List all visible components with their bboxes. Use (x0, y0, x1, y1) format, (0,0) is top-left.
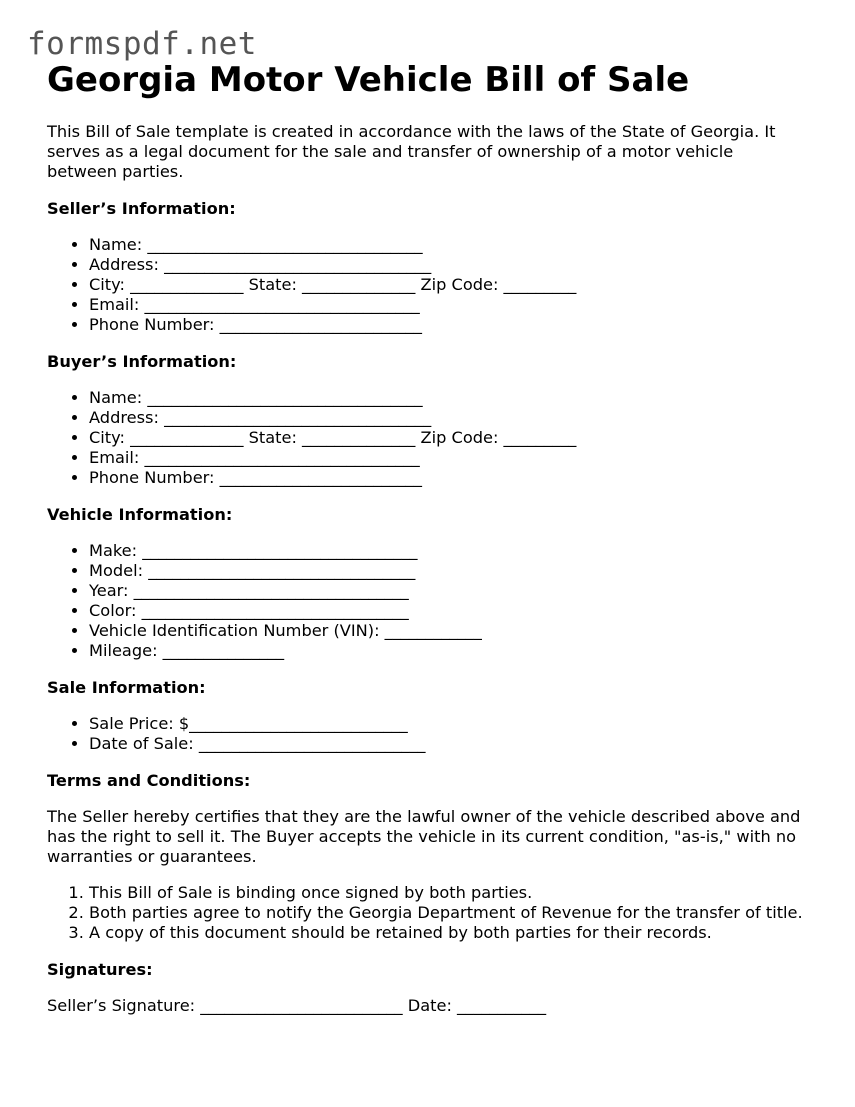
seller-city-state-zip-field: • City: ______________ State: ______________ Zip Code: _________ (89, 275, 807, 295)
vehicle-model-field: • Model: _________________________________ (89, 561, 807, 581)
document-page (47, 58, 807, 1016)
sale-date-field: • Date of Sale: ____________________________ (89, 734, 807, 754)
seller-phone-field: • Phone Number: _________________________ (89, 315, 807, 335)
seller-signature-line: Seller’s Signature: _________________________ Date: ___________ (47, 996, 547, 1015)
terms-item: 3. A copy of this document should be retained by both parties for their records. (89, 923, 807, 943)
terms-paragraph: The Seller hereby certifies that they are the lawful owner of the vehicle described above and has the right to sell it. The Buyer accepts the vehicle in its current condition, "as-is," with no warranties or guarantees. (47, 807, 801, 866)
sale-heading: Sale Information: (47, 678, 206, 697)
terms-list (47, 883, 807, 943)
buyer-email-field: • Email: __________________________________ (89, 448, 807, 468)
terms-item: 1. This Bill of Sale is binding once signed by both parties. (89, 883, 807, 903)
sale-list (47, 714, 807, 754)
signatures-heading: Signatures: (47, 960, 153, 979)
vehicle-list (47, 541, 807, 661)
buyer-address-field: • Address: _________________________________ (89, 408, 807, 428)
intro-paragraph: This Bill of Sale template is created in accordance with the laws of the State of Georgia. It serves as a legal document for the sale and transfer of ownership of a motor vehicle between parties. (47, 122, 776, 181)
vehicle-year-field: • Year: __________________________________ (89, 581, 807, 601)
buyer-name-field: • Name: __________________________________ (89, 388, 807, 408)
buyer-heading: Buyer’s Information: (47, 352, 237, 371)
seller-email-field: • Email: __________________________________ (89, 295, 807, 315)
buyer-phone-field: • Phone Number: _________________________ (89, 468, 807, 488)
seller-address-field: • Address: _________________________________ (89, 255, 807, 275)
buyer-city-state-zip-field: • City: ______________ State: ______________ Zip Code: _________ (89, 428, 807, 448)
vehicle-make-field: • Make: __________________________________ (89, 541, 807, 561)
watermark: formspdf.net (27, 26, 257, 62)
terms-item: 2. Both parties agree to notify the Georgia Department of Revenue for the transfer of title. (89, 903, 807, 923)
page-title: Georgia Motor Vehicle Bill of Sale (47, 60, 690, 100)
seller-heading: Seller’s Information: (47, 199, 236, 218)
seller-list (47, 235, 807, 335)
sale-price-field: • Sale Price: $___________________________ (89, 714, 807, 734)
vehicle-vin-field: • Vehicle Identification Number (VIN): ____________ (89, 621, 807, 641)
seller-name-field: • Name: __________________________________ (89, 235, 807, 255)
terms-heading: Terms and Conditions: (47, 771, 251, 790)
vehicle-color-field: • Color: _________________________________ (89, 601, 807, 621)
vehicle-mileage-field: • Mileage: _______________ (89, 641, 807, 661)
vehicle-heading: Vehicle Information: (47, 505, 233, 524)
buyer-list (47, 388, 807, 488)
